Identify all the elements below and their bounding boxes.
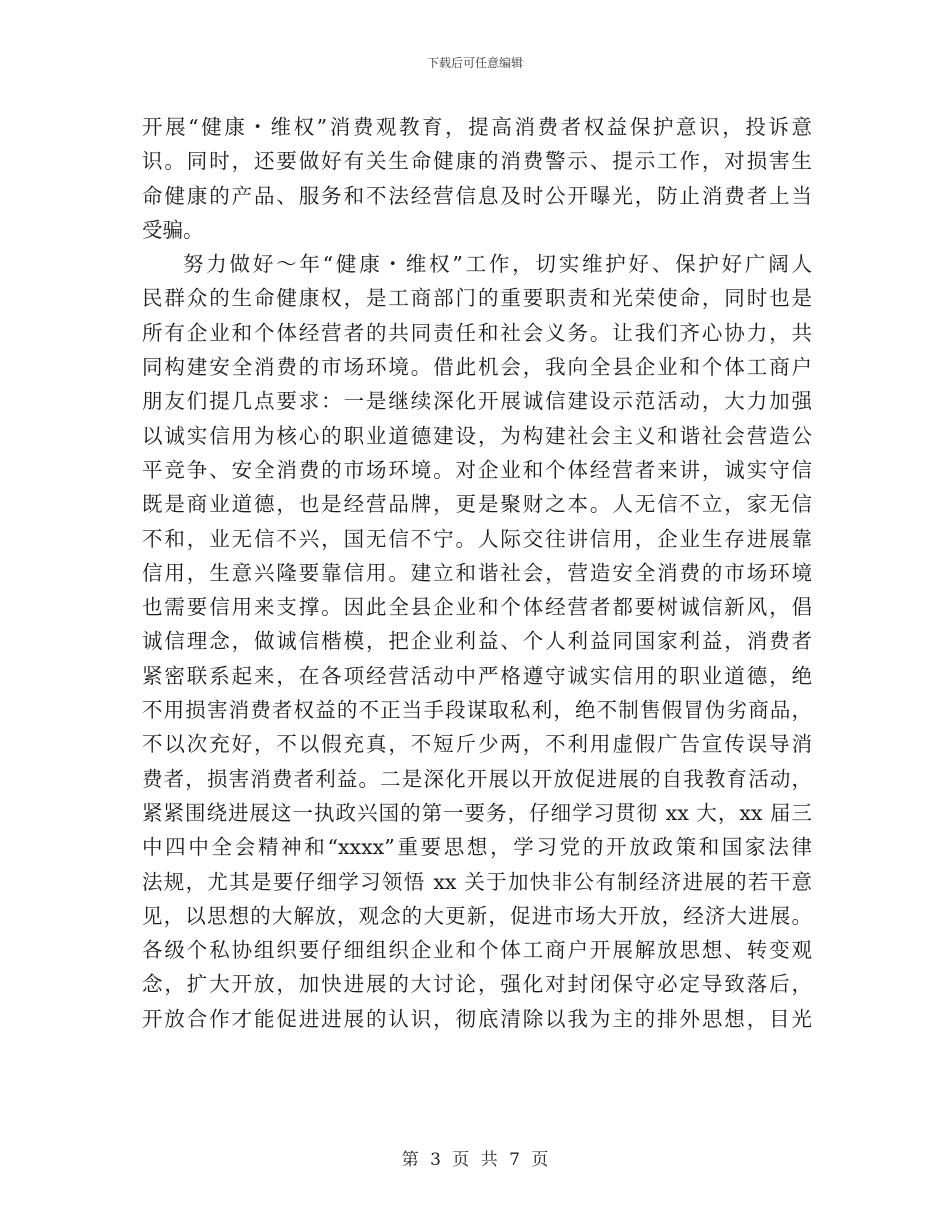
text-line: 民群众的生命健康权，是工商部门的重要职责和光荣使命，同时也是 [142, 286, 812, 311]
text-line: 不和，业无信不兴，国无信不宁。人际交往讲信用，企业生存进展靠 [142, 526, 812, 551]
paragraph-2 [142, 247, 812, 1036]
text-line: 法规，尤其是要仔细学习领悟 xx 关于加快非公有制经济进展的若干意 [142, 869, 812, 894]
text-line: 中四中全会精神和“xxxx”重要思想，学习党的开放政策和国家法律 [142, 835, 812, 860]
text-line: 紧紧围绕进展这一执政兴国的第一要务，仔细学习贯彻 xx 大，xx 届三 [142, 800, 812, 825]
text-line: 同构建安全消费的市场环境。借此机会，我向全县企业和个体工商户 [142, 355, 812, 380]
text-line: 各级个私协组织要仔细组织企业和个体工商户开展解放思想、转变观 [142, 938, 812, 963]
text-line: 见，以思想的大解放，观念的大更新，促进市场大开放，经济大进展。 [142, 903, 812, 928]
text-line: 以诚实信用为核心的职业道德建设，为构建社会主义和谐社会营造公 [142, 423, 812, 448]
text-line: 开放合作才能促进进展的认识，彻底清除以我为主的排外思想，目光 [142, 1006, 812, 1031]
text-line: 诚信理念，做诚信楷模，把企业利益、个人利益同国家利益，消费者 [142, 629, 812, 654]
text-line: 不用损害消费者权益的不正当手段谋取私利，绝不制售假冒伪劣商品， [142, 698, 812, 723]
text-line: 开展“健康・维权”消费观教育，提高消费者权益保护意识，投诉意 [142, 115, 812, 139]
page-header: 下载后可任意编辑 [426, 56, 523, 70]
text-line: 所有企业和个体经营者的共同责任和社会义务。让我们齐心协力，共 [142, 320, 812, 345]
text-line: 也需要信用来支撑。因此全县企业和个体经营者都要树诚信新风，倡 [142, 595, 812, 620]
text-line: 朋友们提几点要求：一是继续深化开展诚信建设示范活动，大力加强 [142, 389, 812, 414]
paragraph-1 [142, 110, 812, 247]
text-line: 不以次充好，不以假充真，不短斤少两，不利用虚假广告宣传误导消 [142, 732, 812, 757]
text-line: 识。同时，还要做好有关生命健康的消费警示、提示工作，对损害生 [142, 149, 812, 174]
text-line: 念，扩大开放，加快进展的大讨论，强化对封闭保守必定导致落后， [142, 972, 812, 997]
document-body [142, 110, 812, 1036]
text-line: 努力做好～年“健康・维权”工作，切实维护好、保护好广阔人 [183, 252, 812, 277]
text-line: 紧密联系起来，在各项经营活动中严格遵守诚实信用的职业道德，绝 [142, 663, 812, 688]
text-line: 平竞争、安全消费的市场环境。对企业和个体经营者来讲，诚实守信 [142, 457, 812, 482]
page-number-footer: 第 3 页 共 7 页 [401, 1150, 549, 1170]
text-line: 信用，生意兴隆要靠信用。建立和谐社会，营造安全消费的市场环境 [142, 560, 812, 585]
text-line: 受骗。 [142, 217, 204, 242]
text-line: 既是商业道德，也是经营品牌，更是聚财之本。人无信不立，家无信 [142, 492, 812, 517]
text-line: 命健康的产品、服务和不法经营信息及时公开曝光，防止消费者上当 [142, 183, 812, 208]
text-line: 费者，损害消费者利益。二是深化开展以开放促进展的自我教育活动， [142, 766, 812, 791]
